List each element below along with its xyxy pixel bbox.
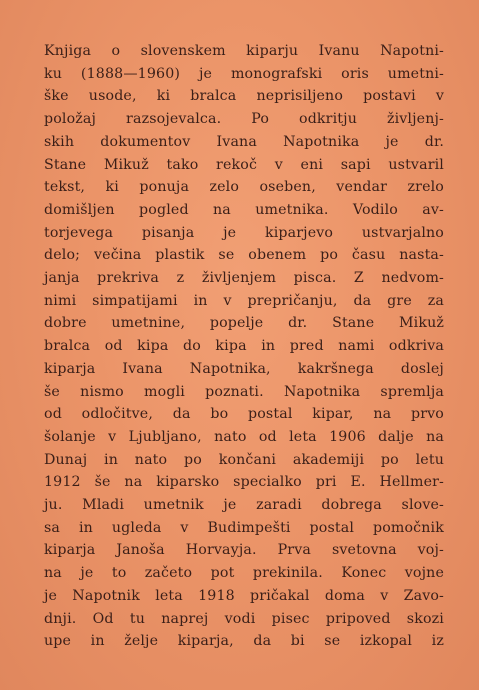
- text-line: kiparja Janoša Horvayja. Prva svetovna voj-: [44, 542, 444, 559]
- text-line: je Napotnik leta 1918 pričakal doma v Zavo-: [44, 587, 444, 604]
- text-line: ku (1888—1960) je monografski oris umetni-: [44, 65, 444, 82]
- text-line: Knjiga o slovenskem kiparju Ivanu Napotni-: [44, 43, 444, 59]
- text-line: nimi simpatijami in v prepričanju, da gre za: [44, 292, 444, 309]
- text-line: šolanje v Ljubljano, nato od leta 1906 dalje na: [44, 428, 444, 445]
- text-line: tekst, ki ponuja zelo oseben, vendar zrelo: [44, 179, 444, 196]
- text-line: ju. Mladi umetnik je zaradi dobrega slove-: [44, 497, 444, 514]
- text-line: Dunaj in nato po končani akademiji po letu: [44, 451, 444, 468]
- blurb-text: [44, 40, 444, 653]
- text-line: torjevega pisanja je kiparjevo ustvarjalno: [44, 224, 444, 241]
- text-line: dobre umetnine, popelje dr. Stane Mikuž: [44, 315, 444, 332]
- text-line: na je to začeto pot prekinila. Konec vojne: [44, 565, 444, 582]
- text-line: upe in želje kiparja, da bi se izkopal iz: [44, 633, 444, 650]
- text-line: domišljen pogled na umetnika. Vodilo av-: [44, 201, 444, 218]
- text-line: položaj razsojevalca. Po odkritju življenj-: [44, 111, 444, 128]
- text-line: dnji. Od tu naprej vodi pisec pripoved skozi: [44, 610, 444, 627]
- text-line: od odločitve, da bo postal kipar, na prvo: [44, 406, 444, 423]
- text-line: delo; večina plastik se obenem po času nasta-: [44, 247, 444, 264]
- text-line: sa in ugleda v Budimpešti postal pomočnik: [44, 519, 444, 536]
- text-line: kiparja Ivana Napotnika, kakršnega doslej: [44, 360, 444, 377]
- text-line: bralca od kipa do kipa in pred nami odkriva: [44, 338, 444, 355]
- text-line: janja prekriva z življenjem pisca. Z nedvom-: [44, 270, 444, 287]
- text-line: Stane Mikuž tako rekoč v eni sapi ustvaril: [44, 156, 444, 173]
- text-line: 1912 še na kiparsko specialko pri E. Hellmer-: [44, 474, 444, 491]
- text-line: skih dokumentov Ivana Napotnika je dr.: [44, 133, 444, 150]
- text-line: ške usode, ki bralca neprisiljeno postavi v: [44, 88, 444, 105]
- text-line: še nismo mogli poznati. Napotnika spremlja: [44, 383, 444, 400]
